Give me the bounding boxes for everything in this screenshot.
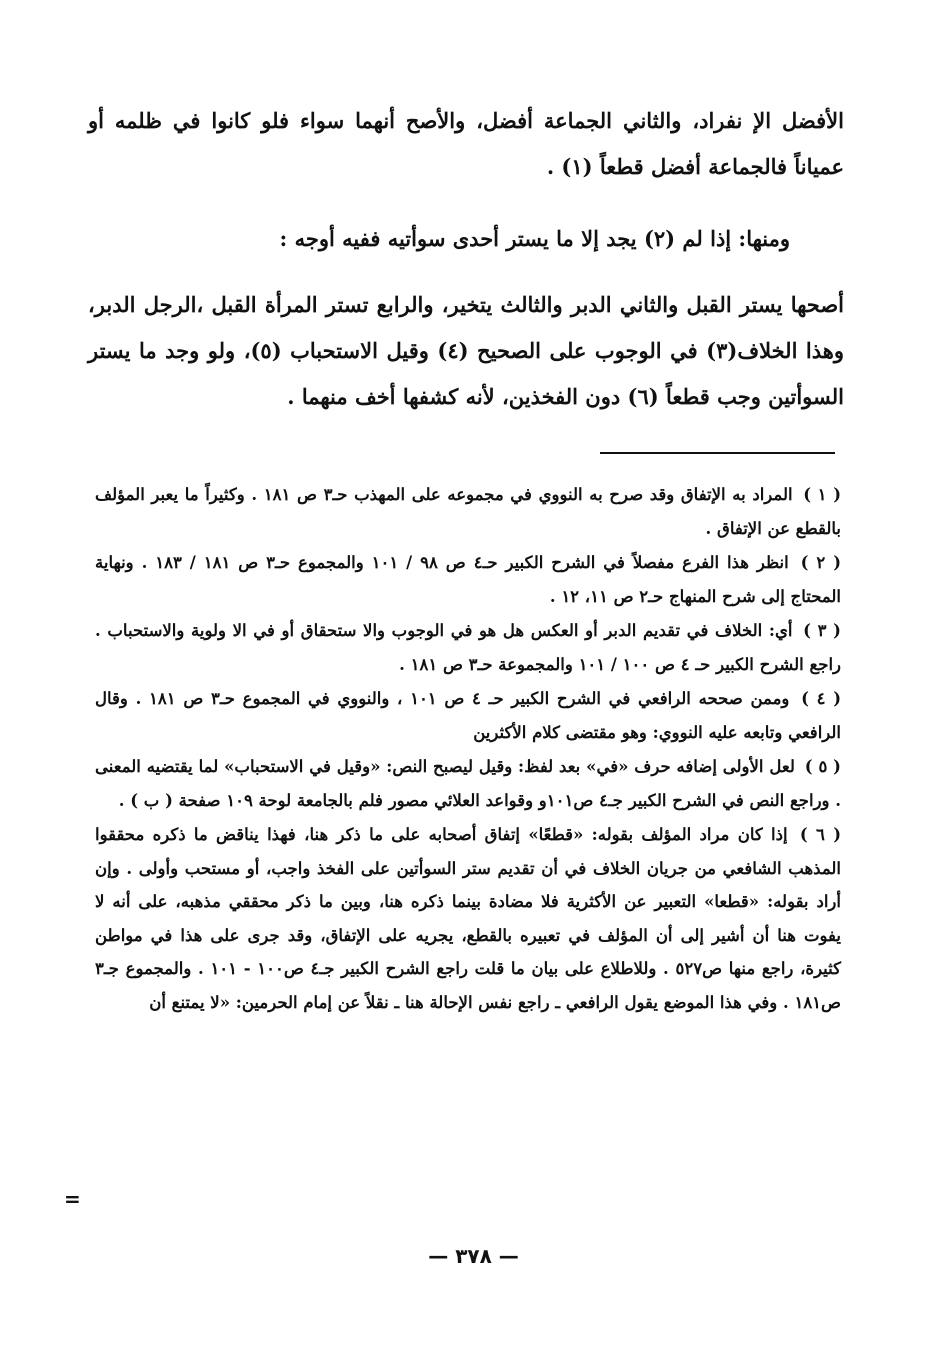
- footnote-3: [95, 614, 841, 681]
- footnote-1: [95, 478, 841, 545]
- footnote-number: ( ٦ ): [799, 825, 841, 844]
- footnote-4: [95, 682, 841, 749]
- footnote-separator: [600, 452, 835, 454]
- footnote-number: ( ١ ): [803, 485, 841, 504]
- main-paragraph-3: أصحها يستر القبل والثاني الدبر والثالث يتخير، والرابع تستر المرأة القبل ،الرجل الدبر، وهذا الخلاف(٣) في الوجوب على الصحيح (٤) وقيل الاستحباب (٥)، ولو وجد ما يستر السوأتين وجب قطعاً (٦) دون الفخذين، لأنه كشفها أخف منهما .: [88, 292, 844, 409]
- footnote-5: [95, 750, 841, 817]
- footnote-text: لعل الأولى إضافه حرف «في» بعد لفظ: وقيل ليصبح النص: «وقيل في الاستحباب» لما يقتضيه المعنى . وراجع النص في الشرح الكبير جـ٤ ص١٠١و وقواعد العلائي مصور فلم بالجامعة لوحة ١٠٩ صفحة ( ب ) .: [95, 757, 841, 810]
- page-number: [0, 1244, 947, 1268]
- footnote-2: [95, 546, 841, 613]
- footnote-text: انظر هذا الفرع مفصلاً في الشرح الكبير حـ٤ ص ٩٨ / ١٠١ والمجموع حـ٣ ص ١٨١ / ١٨٣ . ونهاية المحتاج إلى شرح المنهاج حـ٢ ص ١١، ١٢ .: [95, 553, 841, 606]
- footnote-number: ( ٣ ): [803, 621, 841, 640]
- footnote-number: ( ٤ ): [801, 689, 841, 708]
- footnote-number: ( ٥ ): [804, 757, 841, 776]
- main-paragraph-2: ومنها: إذا لم (٢) يجد إلا ما يستر أحدى سوأتيه ففيه أوجه :: [279, 226, 790, 251]
- footnote-6: [95, 818, 841, 1019]
- footnote-number: ( ٢ ): [800, 553, 842, 572]
- footnote-text: وممن صححه الرافعي في الشرح الكبير حـ ٤ ص ١٠١ ، والنووي في المجموع حـ٣ ص ١٨١ . وقال الرافعي وتابعه عليه النووي: وهو مقتضى كلام الأكثرين: [95, 689, 841, 742]
- page-number-text: — ٣٧٨ —: [428, 1244, 519, 1268]
- main-paragraph-1: الأفضل الإ نفراد، والثاني الجماعة أفضل، والأصح أنهما سواء فلو كانوا في ظلمه أو عمياناً فالجماعة أفضل قطعاً (١) .: [88, 108, 844, 179]
- footnote-text: المراد به الإتفاق وقد صرح به النووي في مجموعه على المهذب حـ٣ ص ١٨١ . وكثيراً ما يعبر المؤلف بالقطع عن الإتفاق .: [95, 485, 841, 538]
- footnote-text: إذا كان مراد المؤلف بقوله: «قطعًا» إتفاق أصحابه على ما ذكر هنا، فهذا يناقض ما ذكره محققوا المذهب الشافعي من جريان الخلاف في أن تقديم ستر السوأتين على الفخذ واجب، أو مستحب وأولى . وإن أراد بقوله: «قطعا» التعبير عن الأكثرية فلا مضادة بينما ذكره هنا، وبين ما ذكر محققي مذهبه، على أنه لا يفوت هنا أن أشير إلى أن المؤلف في تعبيره بالقطع، يجريه على الإتفاق، وقد جرى على هذا في مواطن كثيرة، راجع منها ص٥٢٧ . وللاطلاع على بيان ما قلت راجع الشرح الكبير جـ٤ ص١٠٠ - ١٠١ . والمجموع جـ٣ ص١٨١ . وفي هذا الموضع يقول الرافعي ـ راجع نفس الإحالة هنا ـ نقلاً عن إمام الحرمين: «لا يمتنع أن: [95, 825, 841, 1012]
- footnotes: [95, 478, 841, 1020]
- continuation-mark: =: [64, 1187, 81, 1211]
- footnote-text: أي: الخلاف في تقديم الدبر أو العكس هل هو في الوجوب والا ستحقاق أو في الا ولوية والاستحباب . راجع الشرح الكبير حـ ٤ ص ١٠٠ / ١٠١ والمجموعة حـ٣ ص ١٨١ .: [95, 621, 841, 674]
